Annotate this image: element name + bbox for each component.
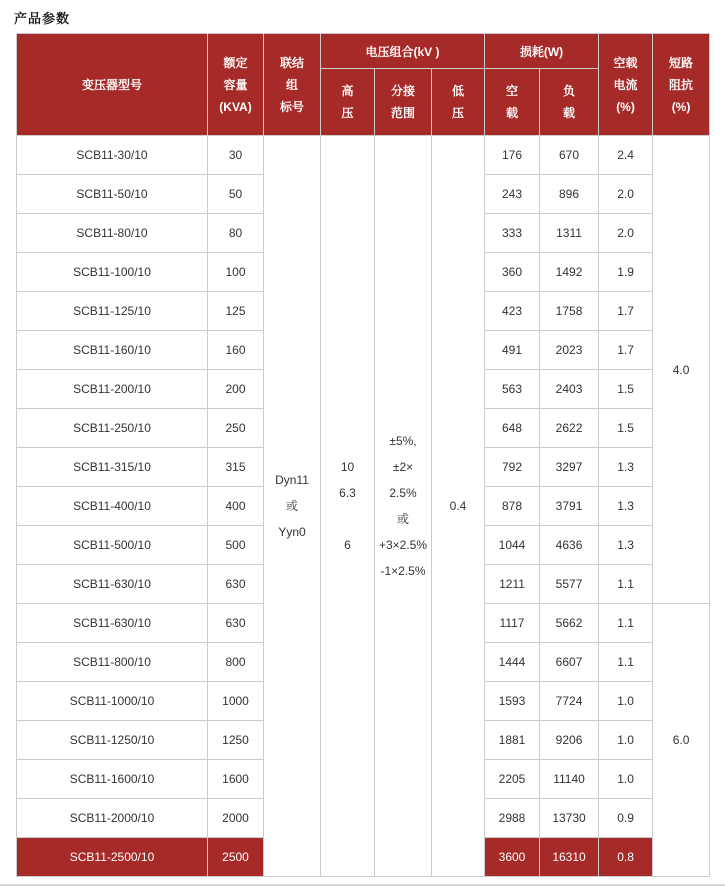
cell-no-load-loss: 491 <box>485 331 540 370</box>
cell-kva: 2500 <box>208 838 264 877</box>
cell-kva: 400 <box>208 487 264 526</box>
cell-kva: 500 <box>208 526 264 565</box>
cell-kva: 160 <box>208 331 264 370</box>
cell-model: SCB11-315/10 <box>17 448 208 487</box>
col-header-tap-range: 分接 范围 <box>375 69 432 136</box>
cell-kva: 50 <box>208 175 264 214</box>
col-header-model: 变压器型号 <box>17 34 208 136</box>
cell-impedance-bottom: 6.0 <box>653 604 710 877</box>
cell-kva: 200 <box>208 370 264 409</box>
cell-load-loss: 3791 <box>540 487 599 526</box>
cell-no-load-current: 1.7 <box>599 331 653 370</box>
cell-no-load-current: 1.5 <box>599 370 653 409</box>
cell-model: SCB11-1600/10 <box>17 760 208 799</box>
cell-no-load-current: 1.1 <box>599 643 653 682</box>
col-header-no-load-current: 空载 电流 (%) <box>599 34 653 136</box>
cell-no-load-loss: 3600 <box>485 838 540 877</box>
cell-no-load-loss: 1593 <box>485 682 540 721</box>
cell-no-load-current: 1.0 <box>599 760 653 799</box>
cell-no-load-loss: 333 <box>485 214 540 253</box>
cell-load-loss: 4636 <box>540 526 599 565</box>
cell-load-loss: 3297 <box>540 448 599 487</box>
cell-load-loss: 896 <box>540 175 599 214</box>
cell-kva: 1250 <box>208 721 264 760</box>
cell-kva: 30 <box>208 136 264 175</box>
col-header-loss-group: 损耗(W) <box>485 34 599 69</box>
cell-kva: 800 <box>208 643 264 682</box>
cell-no-load-current: 1.1 <box>599 565 653 604</box>
cell-model: SCB11-100/10 <box>17 253 208 292</box>
cell-no-load-current: 2.4 <box>599 136 653 175</box>
col-header-impedance: 短路 阻抗 (%) <box>653 34 710 136</box>
cell-model: SCB11-200/10 <box>17 370 208 409</box>
cell-no-load-loss: 792 <box>485 448 540 487</box>
cell-load-loss: 9206 <box>540 721 599 760</box>
cell-no-load-loss: 2205 <box>485 760 540 799</box>
cell-model: SCB11-400/10 <box>17 487 208 526</box>
cell-no-load-loss: 360 <box>485 253 540 292</box>
table-header <box>17 34 710 136</box>
cell-load-loss: 5662 <box>540 604 599 643</box>
col-header-capacity: 额定 容量 (KVA) <box>208 34 264 136</box>
cell-load-loss: 2023 <box>540 331 599 370</box>
cell-model: SCB11-800/10 <box>17 643 208 682</box>
cell-kva: 250 <box>208 409 264 448</box>
cell-load-loss: 2622 <box>540 409 599 448</box>
cell-no-load-loss: 1444 <box>485 643 540 682</box>
cell-model: SCB11-30/10 <box>17 136 208 175</box>
cell-no-load-current: 0.9 <box>599 799 653 838</box>
col-header-voltage-group: 电压组合(kV ) <box>321 34 485 69</box>
cell-load-loss: 11140 <box>540 760 599 799</box>
cell-no-load-current: 1.3 <box>599 526 653 565</box>
col-header-load-loss: 负 载 <box>540 69 599 136</box>
cell-no-load-current: 2.0 <box>599 214 653 253</box>
cell-no-load-loss: 648 <box>485 409 540 448</box>
cell-load-loss: 7724 <box>540 682 599 721</box>
cell-model: SCB11-2500/10 <box>17 838 208 877</box>
product-parameters-table <box>16 33 710 877</box>
cell-model: SCB11-630/10 <box>17 604 208 643</box>
cell-no-load-loss: 243 <box>485 175 540 214</box>
col-header-no-load-loss: 空 载 <box>485 69 540 136</box>
cell-no-load-loss: 176 <box>485 136 540 175</box>
cell-kva: 2000 <box>208 799 264 838</box>
cell-model: SCB11-1250/10 <box>17 721 208 760</box>
cell-no-load-current: 1.5 <box>599 409 653 448</box>
cell-load-loss: 5577 <box>540 565 599 604</box>
cell-impedance-top: 4.0 <box>653 136 710 604</box>
table-row <box>17 136 710 175</box>
cell-no-load-loss: 1117 <box>485 604 540 643</box>
col-header-hv: 高 压 <box>321 69 375 136</box>
cell-no-load-current: 1.3 <box>599 487 653 526</box>
cell-load-loss: 6607 <box>540 643 599 682</box>
col-header-connection: 联结 组 标号 <box>264 34 321 136</box>
cell-no-load-current: 2.0 <box>599 175 653 214</box>
cell-load-loss: 16310 <box>540 838 599 877</box>
cell-no-load-loss: 563 <box>485 370 540 409</box>
col-header-lv: 低 压 <box>432 69 485 136</box>
cell-no-load-current: 1.9 <box>599 253 653 292</box>
cell-load-loss: 1492 <box>540 253 599 292</box>
cell-tap-range: ±5%, ±2× 2.5% 或 +3×2.5% -1×2.5% <box>375 136 432 877</box>
cell-no-load-current: 1.0 <box>599 682 653 721</box>
cell-kva: 1600 <box>208 760 264 799</box>
cell-no-load-loss: 423 <box>485 292 540 331</box>
cell-no-load-current: 1.0 <box>599 721 653 760</box>
cell-load-loss: 1758 <box>540 292 599 331</box>
cell-kva: 1000 <box>208 682 264 721</box>
cell-lv-voltage: 0.4 <box>432 136 485 877</box>
cell-model: SCB11-80/10 <box>17 214 208 253</box>
page-title: 产品参数 <box>14 11 71 26</box>
cell-connection-group: Dyn11 或 Yyn0 <box>264 136 321 877</box>
bottom-divider <box>0 884 725 886</box>
header-row-1 <box>17 34 710 69</box>
cell-no-load-current: 1.3 <box>599 448 653 487</box>
cell-kva: 630 <box>208 565 264 604</box>
cell-model: SCB11-500/10 <box>17 526 208 565</box>
table-body <box>17 136 710 877</box>
cell-kva: 100 <box>208 253 264 292</box>
cell-hv-voltage: 10 6.3 6 <box>321 136 375 877</box>
cell-no-load-loss: 2988 <box>485 799 540 838</box>
cell-no-load-loss: 1044 <box>485 526 540 565</box>
cell-no-load-loss: 1211 <box>485 565 540 604</box>
cell-model: SCB11-50/10 <box>17 175 208 214</box>
cell-model: SCB11-125/10 <box>17 292 208 331</box>
cell-model: SCB11-250/10 <box>17 409 208 448</box>
cell-model: SCB11-160/10 <box>17 331 208 370</box>
cell-no-load-loss: 878 <box>485 487 540 526</box>
cell-load-loss: 670 <box>540 136 599 175</box>
cell-model: SCB11-630/10 <box>17 565 208 604</box>
cell-no-load-current: 0.8 <box>599 838 653 877</box>
cell-kva: 630 <box>208 604 264 643</box>
cell-load-loss: 13730 <box>540 799 599 838</box>
cell-model: SCB11-1000/10 <box>17 682 208 721</box>
cell-kva: 315 <box>208 448 264 487</box>
cell-no-load-current: 1.7 <box>599 292 653 331</box>
cell-kva: 125 <box>208 292 264 331</box>
cell-load-loss: 2403 <box>540 370 599 409</box>
cell-no-load-current: 1.1 <box>599 604 653 643</box>
cell-no-load-loss: 1881 <box>485 721 540 760</box>
cell-load-loss: 1311 <box>540 214 599 253</box>
cell-kva: 80 <box>208 214 264 253</box>
cell-model: SCB11-2000/10 <box>17 799 208 838</box>
